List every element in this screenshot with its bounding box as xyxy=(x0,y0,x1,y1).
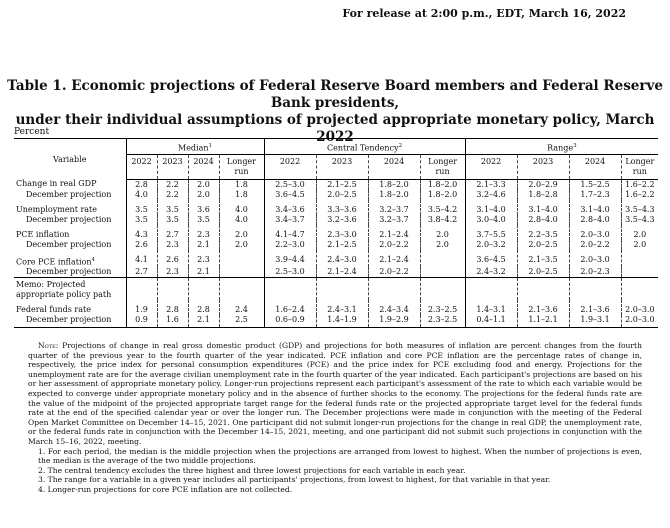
central-value xyxy=(420,250,465,268)
median-value: 0.9 xyxy=(126,315,157,328)
median-value: 2.8 xyxy=(157,300,188,315)
central-value: 2.1–2.4 xyxy=(316,267,368,278)
longer-run-header: Longer run xyxy=(219,154,264,179)
range-value: 0.4–1.1 xyxy=(465,315,517,328)
median-value: 1.8 xyxy=(219,190,264,200)
median-value: 2.4 xyxy=(219,300,264,315)
median-value: 2.1 xyxy=(188,315,219,328)
range-value: 2.8–4.0 xyxy=(569,215,621,225)
range-value: 2.0–3.0 xyxy=(569,225,621,240)
median-value: 2.3 xyxy=(188,250,219,268)
median-value xyxy=(219,267,264,278)
memo-spacer xyxy=(569,278,621,301)
central-value: 2.1–2.4 xyxy=(368,250,420,268)
central-value: 1.8–2.0 xyxy=(420,190,465,200)
range-value: 3.2–4.6 xyxy=(465,190,517,200)
projections-table xyxy=(14,138,658,328)
central-value: 4.1–4.7 xyxy=(264,225,316,240)
central-value: 3.5–4.2 xyxy=(420,200,465,215)
central-value: 2.1–2.4 xyxy=(368,225,420,240)
year-header: 2024 xyxy=(569,154,621,179)
range-value: 2.4–3.2 xyxy=(465,267,517,278)
median-value: 2.0 xyxy=(188,190,219,200)
median-value: 2.1 xyxy=(188,240,219,250)
year-header: 2023 xyxy=(316,154,368,179)
row-label: December projection xyxy=(26,239,112,249)
median-value: 1.9 xyxy=(126,300,157,315)
range-value: 2.0 xyxy=(621,225,658,240)
median-value: 3.5 xyxy=(157,200,188,215)
median-value: 3.5 xyxy=(157,215,188,225)
range-value: 3.1–4.0 xyxy=(517,200,569,215)
central-value: 2.5–3.0 xyxy=(264,267,316,278)
median-value: 3.5 xyxy=(188,215,219,225)
memo-spacer xyxy=(517,278,569,301)
row-label: December projection xyxy=(26,267,112,277)
median-value: 2.6 xyxy=(126,240,157,250)
central-value: 2.0–2.2 xyxy=(368,240,420,250)
variable-header: Variable xyxy=(14,139,126,180)
central-value: 3.8–4.2 xyxy=(420,215,465,225)
median-value: 2.8 xyxy=(188,300,219,315)
median-value: 2.8 xyxy=(126,179,157,190)
range-value: 2.0–2.9 xyxy=(517,179,569,190)
row-label: December projection xyxy=(14,315,126,328)
central-value: 2.4–3.4 xyxy=(368,300,420,315)
range-value: 2.0 xyxy=(621,240,658,250)
central-value xyxy=(420,267,465,278)
memo-row xyxy=(14,278,658,301)
median-value: 2.7 xyxy=(126,267,157,278)
central-value: 3.4–3.7 xyxy=(264,215,316,225)
range-value: 2.8–4.0 xyxy=(517,215,569,225)
note-text: Projections of change in real gross domestic product (GDP) and projections for both measures of inflation are percent changes from the fourth quarter of the previous year to the fourth quarter of the year indicated. PCE inflation and core PCE inflation are the percentage rates of change in, respectively, the price index for personal consumption expenditures (PCE) and the price index for PCE excluding food and energy. Projections for the unemployment rate are for the average civilian unemployment rate in the fourth quarter of the year indicated. Each participant's projections are based on his or her assessment of appropriate monetary policy. Longer-run projections represent each participant's assessment of the rate to which each variable would be expected to converge under appropriate monetary policy and in the absence of further shocks to the economy. The projections for the federal funds rate are the value of the midpoint of the projected appropriate target range for the federal funds rate or the projected appropriate target level for the federal funds rate at the end of the specified calendar year or over the longer run. The December projections were made in conjunction with the meeting of the Federal Open Market Committee on December 14–15, 2021. One participant did not submit longer-run projections for the change in real GDP, the unemployment rate, or the federal funds rate in conjunction with the December 14–15, 2021, meeting, and one participant did not submit such projections in conjunction with the March 15–16, 2022, meeting. xyxy=(28,341,642,446)
median-value: 2.7 xyxy=(157,225,188,240)
range-value: 2.1–3.6 xyxy=(517,300,569,315)
table-notes xyxy=(28,341,642,495)
range-group-header: Range$^3$ xyxy=(465,139,658,155)
table-row xyxy=(14,250,658,268)
median-value: 4.3 xyxy=(126,225,157,240)
range-value: 3.1–4.0 xyxy=(569,200,621,215)
memo-spacer xyxy=(316,278,368,301)
range-value: 1.9–3.1 xyxy=(569,315,621,328)
central-value: 3.6–4.5 xyxy=(264,190,316,200)
median-value: 4.1 xyxy=(126,250,157,268)
central-value: 2.4–3.0 xyxy=(316,250,368,268)
range-value: 2.0–2.3 xyxy=(569,267,621,278)
row-label: December projection xyxy=(26,189,112,199)
range-value: 2.1–3.6 xyxy=(569,300,621,315)
row-label: December projection xyxy=(26,214,112,224)
range-value: 2.0–3.0 xyxy=(569,250,621,268)
median-value: 2.3 xyxy=(157,240,188,250)
median-value: 2.2 xyxy=(157,179,188,190)
table-row xyxy=(14,315,658,328)
central-value: 3.9–4.4 xyxy=(264,250,316,268)
range-value: 2.0–3.0 xyxy=(621,315,658,328)
memo-spacer xyxy=(420,278,465,301)
median-value: 4.0 xyxy=(219,200,264,215)
units-label: Percent xyxy=(14,127,50,137)
range-value: 1.6–2.2 xyxy=(621,190,658,200)
range-value: 3.7–5.5 xyxy=(465,225,517,240)
table-row xyxy=(14,240,658,250)
year-header: 2022 xyxy=(465,154,517,179)
central-value: 3.4–3.6 xyxy=(264,200,316,215)
median-value: 4.0 xyxy=(219,215,264,225)
range-value: 1.1–2.1 xyxy=(517,315,569,328)
footnote: 2. The central tendency excludes the three highest and three lowest projections for each variable in each year. xyxy=(38,465,466,475)
central-value: 2.0 xyxy=(420,225,465,240)
central-value: 2.2–3.0 xyxy=(264,240,316,250)
row-label: PCE inflation xyxy=(16,229,70,239)
table-title-line-1: Table 1. Economic projections of Federal Reserve Board members and Federal Reserve Bank presidents, xyxy=(7,78,663,111)
range-value: 1.5–2.5 xyxy=(569,179,621,190)
range-value: 3.0–4.0 xyxy=(465,215,517,225)
table-row xyxy=(14,215,658,225)
range-value: 3.6–4.5 xyxy=(465,250,517,268)
table-row xyxy=(14,300,658,315)
median-value: 2.3 xyxy=(188,225,219,240)
range-value: 1.4–3.1 xyxy=(465,300,517,315)
central-value: 2.1–2.5 xyxy=(316,179,368,190)
median-value: 3.6 xyxy=(188,200,219,215)
memo-spacer xyxy=(126,278,157,301)
range-value: 2.1–3.3 xyxy=(465,179,517,190)
range-value xyxy=(621,267,658,278)
range-value: 2.2–3.5 xyxy=(517,225,569,240)
central-value: 2.3–3.0 xyxy=(316,225,368,240)
central-value: 1.8–2.0 xyxy=(368,179,420,190)
central-value: 1.4–1.9 xyxy=(316,315,368,328)
range-value: 2.0–3.2 xyxy=(465,240,517,250)
central-value: 3.3–3.6 xyxy=(316,200,368,215)
central-value: 1.8–2.0 xyxy=(368,190,420,200)
memo-spacer xyxy=(188,278,219,301)
median-value: 2.5 xyxy=(219,315,264,328)
median-value: 1.6 xyxy=(157,315,188,328)
table-row xyxy=(14,190,658,200)
range-value: 3.5–4.3 xyxy=(621,215,658,225)
table-title-line-2: under their individual assumptions of projected appropriate monetary policy, March 2022 xyxy=(15,112,655,145)
median-value: 2.0 xyxy=(219,240,264,250)
table-row xyxy=(14,267,658,278)
year-header: 2022 xyxy=(264,154,316,179)
median-value: 3.5 xyxy=(126,215,157,225)
range-value: 2.0–2.5 xyxy=(517,267,569,278)
central-value: 3.2–3.6 xyxy=(316,215,368,225)
median-value: 2.3 xyxy=(157,267,188,278)
median-value xyxy=(219,250,264,268)
central-value: 1.8–2.0 xyxy=(420,179,465,190)
range-value xyxy=(621,250,658,268)
memo-spacer xyxy=(219,278,264,301)
note-paragraph xyxy=(28,341,642,447)
row-label: Federal funds rate xyxy=(16,305,91,315)
central-value: 1.6–2.4 xyxy=(264,300,316,315)
row-label: Unemployment rate xyxy=(16,204,98,214)
footnote: 3. The range for a variable in a given year includes all participants' projections, from lowest to highest, for that variable in that year. xyxy=(38,475,551,485)
central-value: 2.0 xyxy=(420,240,465,250)
year-header: 2023 xyxy=(157,154,188,179)
row-label: Core PCE inflation$^4$ xyxy=(16,256,95,267)
range-value: 3.1–4.0 xyxy=(465,200,517,215)
longer-run-header: Longer run xyxy=(420,154,465,179)
central-value: 3.2–3.7 xyxy=(368,200,420,215)
table-row xyxy=(14,200,658,215)
memo-label: Memo: Projected appropriate policy path xyxy=(14,278,126,301)
memo-spacer xyxy=(621,278,658,301)
central-value: 2.0–2.2 xyxy=(368,267,420,278)
central-value: 2.5–3.0 xyxy=(264,179,316,190)
memo-spacer xyxy=(368,278,420,301)
central-value: 2.1–2.5 xyxy=(316,240,368,250)
memo-spacer xyxy=(157,278,188,301)
median-value: 2.0 xyxy=(188,179,219,190)
footnote: 1. For each period, the median is the middle projection when the projections are arranged from lowest to highest. When the number of projections is even, the median is the average of the two middle projections. xyxy=(38,446,642,466)
memo-spacer xyxy=(465,278,517,301)
central-value: 2.4–3.1 xyxy=(316,300,368,315)
central-value: 2.3–2.5 xyxy=(420,315,465,328)
range-value: 2.0–3.0 xyxy=(621,300,658,315)
footnote: 4. Longer-run projections for core PCE inflation are not collected. xyxy=(38,484,293,494)
median-group-header: Median$^1$ xyxy=(126,139,264,155)
central-value: 3.2–3.7 xyxy=(368,215,420,225)
central-value: 0.6–0.9 xyxy=(264,315,316,328)
central-value: 2.3–2.5 xyxy=(420,300,465,315)
year-header: 2024 xyxy=(368,154,420,179)
median-value: 2.2 xyxy=(157,190,188,200)
note-label: Note: xyxy=(38,341,59,350)
median-value: 4.0 xyxy=(126,190,157,200)
range-value: 1.6–2.2 xyxy=(621,179,658,190)
median-value: 3.5 xyxy=(126,200,157,215)
table-row xyxy=(14,225,658,240)
range-value: 1.7–2.3 xyxy=(569,190,621,200)
median-value: 1.8 xyxy=(219,179,264,190)
release-time: For release at 2:00 p.m., EDT, March 16, 2022 xyxy=(342,7,626,20)
range-value: 1.8–2.8 xyxy=(517,190,569,200)
memo-spacer xyxy=(264,278,316,301)
table-title xyxy=(0,78,670,146)
range-value: 2.1–3.5 xyxy=(517,250,569,268)
central-tendency-group-header: Central Tendency$^2$ xyxy=(264,139,465,155)
table-row xyxy=(14,179,658,190)
median-value: 2.1 xyxy=(188,267,219,278)
median-value: 2.6 xyxy=(157,250,188,268)
central-value: 1.9–2.9 xyxy=(368,315,420,328)
median-value: 2.0 xyxy=(219,225,264,240)
year-header: 2022 xyxy=(126,154,157,179)
longer-run-header: Longer run xyxy=(621,154,658,179)
central-value: 2.0–2.5 xyxy=(316,190,368,200)
row-label: Change in real GDP xyxy=(16,179,97,189)
range-value: 3.5–4.3 xyxy=(621,200,658,215)
range-value: 2.0–2.2 xyxy=(569,240,621,250)
year-header: 2024 xyxy=(188,154,219,179)
range-value: 2.0–2.5 xyxy=(517,240,569,250)
year-header: 2023 xyxy=(517,154,569,179)
